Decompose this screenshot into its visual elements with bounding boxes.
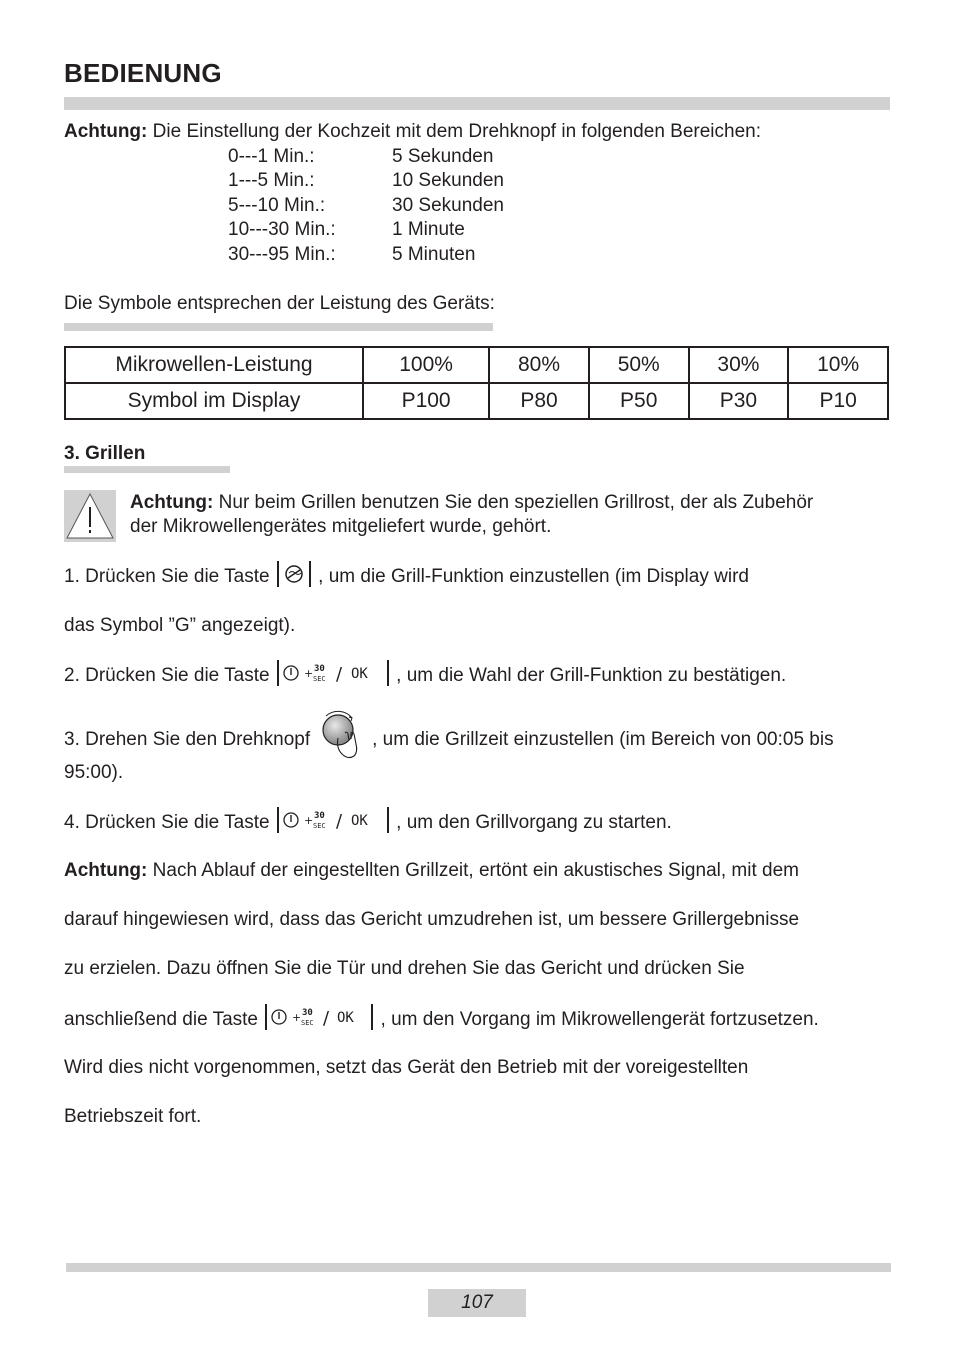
- key-plus: +: [303, 814, 314, 827]
- table-row: [65, 347, 888, 383]
- table-cell: 100%: [363, 347, 489, 383]
- key-ok: OK: [350, 813, 368, 829]
- grill-note-line5: Wird dies nicht vorgenommen, setzt das Gerät den Betrieb mit der voreigestellten: [64, 1057, 749, 1078]
- key-plus: +: [303, 667, 314, 680]
- table-cell: P50: [589, 383, 689, 419]
- step-text: 2. Drücken Sie die Taste: [64, 665, 275, 687]
- table-cell: 10%: [788, 347, 888, 383]
- note-text: Nach Ablauf der eingestellten Grillzeit, ertönt ein akustisches Signal, mit dem: [147, 860, 799, 881]
- range-row: [228, 145, 494, 169]
- grill-key-icon: [277, 561, 311, 587]
- grill-warning-label: Achtung:: [130, 492, 214, 513]
- symbols-divider: [64, 323, 493, 331]
- grill-note-line1: [64, 859, 799, 883]
- range-label: 5---10 Min.:: [228, 195, 326, 216]
- footer-divider: [66, 1263, 891, 1272]
- grill-note-line4: [64, 1007, 819, 1033]
- grill-warning-line1: [130, 491, 813, 515]
- table-cell: P100: [363, 383, 489, 419]
- table-cell: 30%: [689, 347, 789, 383]
- grill-step-1: [64, 564, 749, 590]
- grill-step-3: [64, 712, 834, 768]
- step-text: , um den Grillvorgang zu starten.: [390, 812, 672, 834]
- key-sec: SEC: [301, 1019, 314, 1027]
- range-label: 10---30 Min.:: [228, 219, 336, 240]
- key-slash: /: [335, 811, 342, 832]
- page-number: 107: [428, 1289, 526, 1317]
- table-cell: Mikrowellen-Leistung: [65, 347, 363, 383]
- grill-heading: 3. Grillen: [64, 443, 146, 464]
- cooktime-note-label: Achtung:: [64, 121, 148, 142]
- grill-note-line2: darauf hingewiesen wird, dass das Gericht umzudrehen ist, um bessere Grillergebnisse: [64, 909, 800, 930]
- table-cell: 80%: [489, 347, 589, 383]
- step-text: 1. Drücken Sie die Taste: [64, 566, 275, 588]
- cooktime-note: [64, 120, 761, 144]
- step-text: , um die Grill-Funktion einzustellen (im Display wird: [312, 566, 749, 588]
- key-plus: +: [292, 1011, 302, 1024]
- range-step: 5 Sekunden: [392, 146, 494, 167]
- grill-step-2: [64, 663, 786, 689]
- power-table: [64, 346, 889, 420]
- key-thirty: 30: [302, 1008, 314, 1018]
- table-cell: P30: [689, 383, 789, 419]
- table-cell: P80: [489, 383, 589, 419]
- key-ok: OK: [337, 1010, 355, 1026]
- cooktime-note-text: Die Einstellung der Kochzeit mit dem Drehknopf in folgenden Bereichen:: [147, 121, 761, 142]
- range-step: 10 Sekunden: [392, 170, 504, 191]
- grill-divider: [64, 466, 230, 473]
- symbols-intro: Die Symbole entsprechen der Leistung des Geräts:: [64, 293, 495, 314]
- grill-warning-line2: der Mikrowellengerätes mitgeliefert wurde, gehört.: [130, 516, 552, 537]
- table-cell: Symbol im Display: [65, 383, 363, 419]
- note-text: , um den Vorgang im Mikrowellengerät fortzusetzen.: [375, 1009, 819, 1031]
- range-row: [228, 169, 504, 193]
- range-row: [228, 218, 465, 242]
- key-slash: /: [335, 664, 342, 685]
- grill-note-line3: zu erzielen. Dazu öffnen Sie die Tür und drehen Sie das Gericht und drücken Sie: [64, 958, 745, 979]
- key-thirty: 30: [313, 664, 325, 674]
- start-30sec-ok-key-icon: [265, 1004, 373, 1030]
- start-30sec-ok-key-icon: [277, 660, 389, 686]
- grill-step-3-cont: 95:00).: [64, 762, 124, 783]
- step-text: 4. Drücken Sie die Taste: [64, 812, 275, 834]
- table-row: [65, 383, 888, 419]
- step-text: , um die Wahl der Grill-Funktion zu bestätigen.: [390, 665, 787, 687]
- range-row: [228, 194, 504, 218]
- start-30sec-ok-key-icon: [277, 807, 389, 833]
- grill-step-1-cont: das Symbol ”G” angezeigt).: [64, 615, 296, 636]
- step-text: , um die Grillzeit einzustellen (im Bereich von 00:05 bis: [372, 729, 834, 751]
- key-sec: SEC: [312, 675, 326, 683]
- table-cell: 50%: [589, 347, 689, 383]
- page-title: BEDIENUNG: [64, 58, 222, 88]
- step-text: 3. Drehen Sie den Drehknopf: [64, 729, 311, 751]
- range-step: 1 Minute: [392, 219, 465, 240]
- key-thirty: 30: [313, 811, 325, 821]
- key-sec: SEC: [312, 822, 326, 830]
- key-slash: /: [323, 1008, 330, 1029]
- grill-step-4: [64, 810, 672, 836]
- grill-note-label: Achtung:: [64, 860, 148, 881]
- range-row: [228, 243, 476, 267]
- note-text: anschließend die Taste: [64, 1009, 264, 1031]
- range-label: 0---1 Min.:: [228, 146, 315, 167]
- grill-warning-text: Nur beim Grillen benutzen Sie den speziellen Grillrost, der als Zubehör: [213, 492, 814, 513]
- range-label: 30---95 Min.:: [228, 244, 336, 265]
- header-divider: [64, 97, 890, 110]
- range-step: 5 Minuten: [392, 244, 476, 265]
- table-cell: P10: [788, 383, 888, 419]
- rotary-knob-icon: [316, 710, 366, 766]
- key-ok: OK: [350, 666, 368, 682]
- range-step: 30 Sekunden: [392, 195, 504, 216]
- grill-note-line6: Betriebszeit fort.: [64, 1106, 202, 1127]
- range-label: 1---5 Min.:: [228, 170, 315, 191]
- warning-triangle-icon: [64, 490, 116, 542]
